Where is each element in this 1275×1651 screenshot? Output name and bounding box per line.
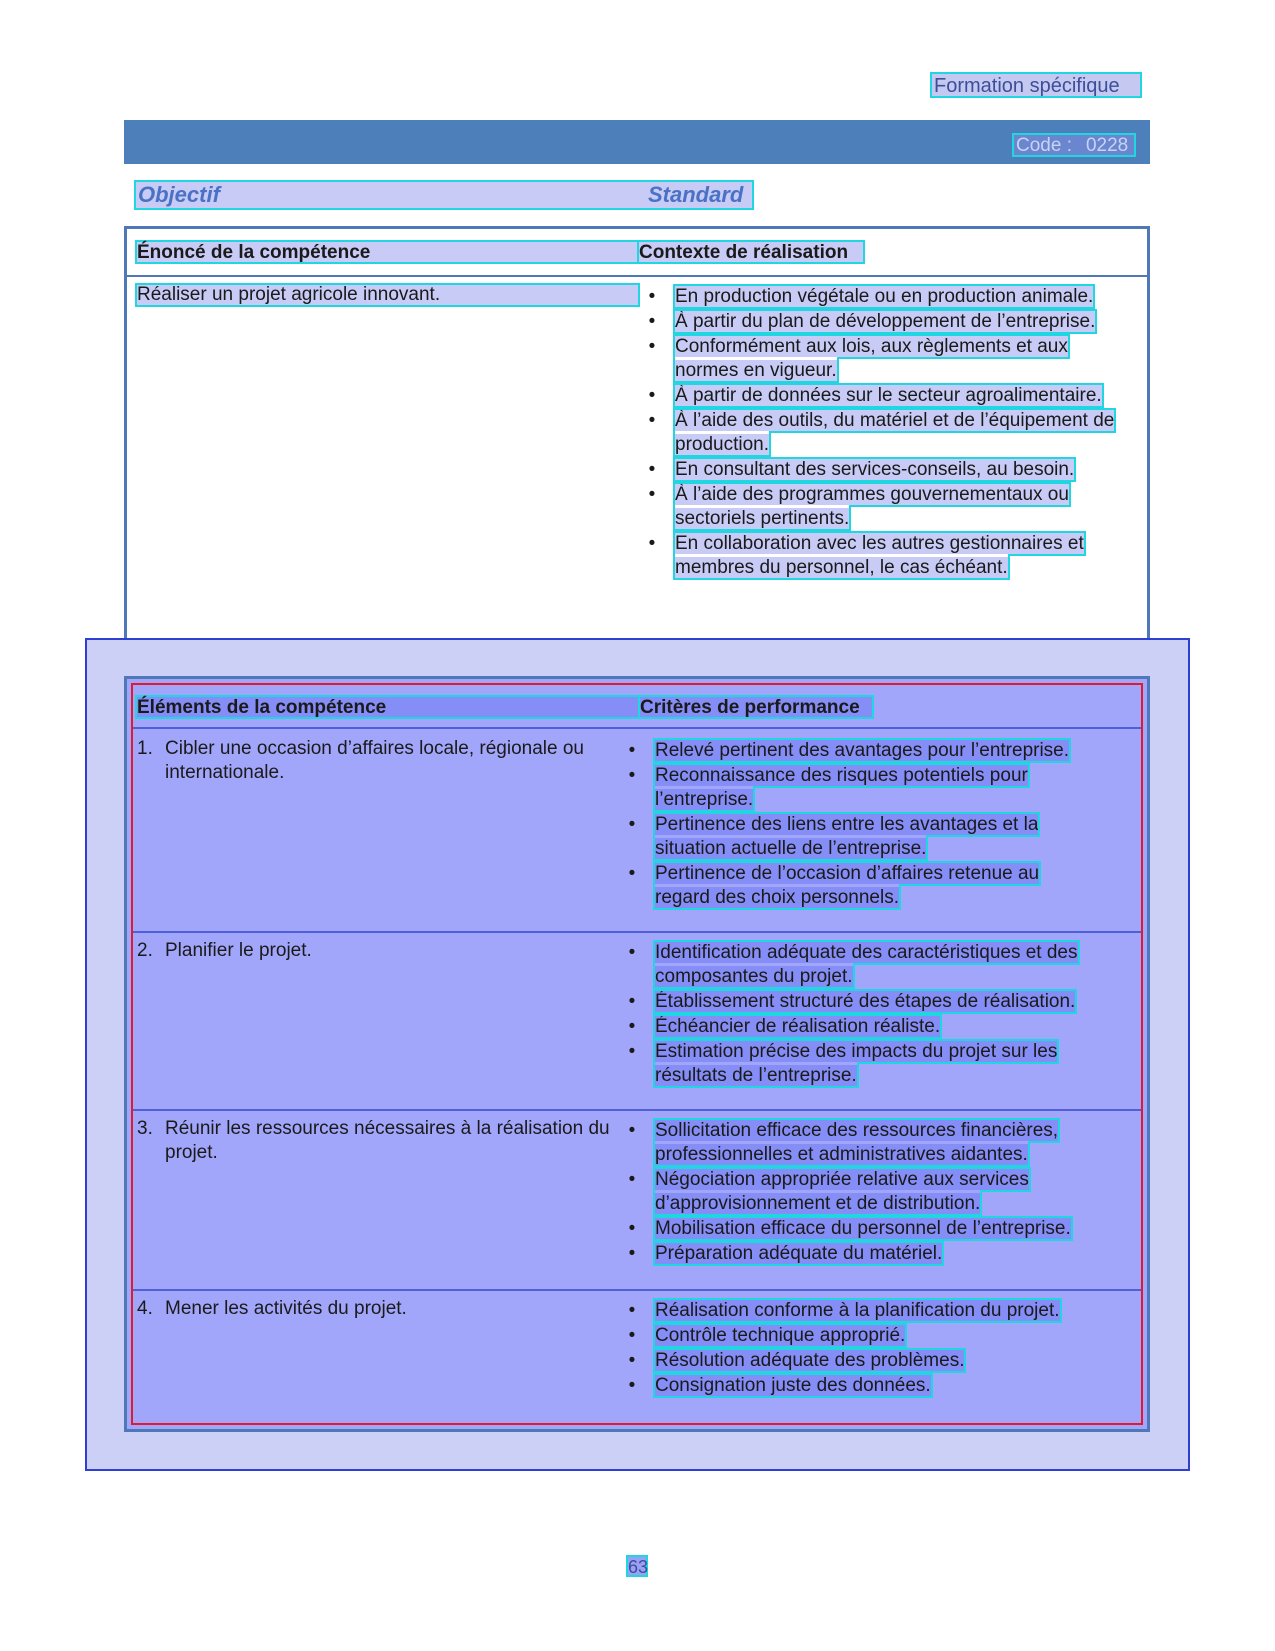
bullet-icon: • (628, 814, 636, 835)
list-item (645, 310, 1125, 334)
contexte-list (645, 285, 1125, 581)
bullet-icon: • (648, 336, 656, 357)
list-item-text: Sollicitation efficace des ressources financières, professionnelles et administratives aidantes. (655, 1120, 1059, 1165)
list-item-text: À partir du plan de développement de l’entreprise. (675, 311, 1096, 332)
list-item (625, 1015, 1095, 1039)
element-row-2 (137, 939, 637, 963)
bullet-icon: • (628, 1350, 636, 1371)
list-item (625, 1349, 1095, 1373)
criteres-list-4 (625, 1299, 1095, 1399)
bullet-icon: • (628, 942, 636, 963)
bullet-icon: • (628, 1016, 636, 1037)
list-item (625, 1242, 1095, 1266)
element-row-1 (137, 737, 637, 785)
row-divider (133, 1289, 1141, 1291)
formation-label: Formation spécifique (930, 72, 1142, 98)
list-item-text: Contrôle technique approprié. (655, 1325, 906, 1346)
bullet-icon: • (648, 459, 656, 480)
list-item-text: En collaboration avec les autres gestionnaires et membres du personnel, le cas échéant. (675, 533, 1084, 578)
list-item (645, 458, 1125, 482)
bullet-icon: • (628, 1169, 636, 1190)
section-titles (134, 180, 754, 210)
element-text: Planifier le projet. (165, 940, 312, 961)
criteres-header: Critères de performance (638, 695, 874, 719)
element-text: Réunir les ressources nécessaires à la réalisation du projet. (165, 1118, 610, 1163)
competence-statement: Réaliser un projet agricole innovant. (135, 283, 640, 307)
bullet-icon: • (628, 1243, 636, 1264)
list-item-text: À l’aide des programmes gouvernementaux ou sectoriels pertinents. (675, 484, 1069, 529)
element-row-3 (137, 1117, 637, 1165)
list-item (625, 764, 1095, 812)
bullet-icon: • (628, 1375, 636, 1396)
bullet-icon: • (628, 1041, 636, 1062)
row-divider (133, 1109, 1141, 1111)
elements-table-frame (131, 683, 1143, 1425)
list-item-text: Consignation juste des données. (655, 1375, 931, 1396)
bullet-icon: • (628, 991, 636, 1012)
bullet-icon: • (628, 1120, 636, 1141)
list-item (625, 1119, 1095, 1167)
list-item (625, 1168, 1095, 1216)
list-item-text: En consultant des services-conseils, au besoin. (675, 459, 1075, 480)
bullet-icon: • (648, 410, 656, 431)
list-item (645, 483, 1125, 531)
element-row-4 (137, 1297, 637, 1321)
page-number: 63 (628, 1557, 649, 1577)
code-value: 0228 (1085, 135, 1129, 156)
bullet-icon: • (648, 484, 656, 505)
bullet-icon: • (648, 286, 656, 307)
criteres-list-3 (625, 1119, 1095, 1267)
list-item-text: Estimation précise des impacts du projet sur les résultats de l’entreprise. (655, 1041, 1058, 1086)
list-item-text: Résolution adéquate des problèmes. (655, 1350, 965, 1371)
row-divider (133, 727, 1141, 729)
list-item-text: Établissement structuré des étapes de réalisation. (655, 991, 1076, 1012)
element-number: 1. (137, 738, 153, 759)
list-item (625, 813, 1095, 861)
list-item-text: Relevé pertinent des avantages pour l’entreprise. (655, 740, 1070, 761)
list-item-text: À partir de données sur le secteur agroalimentaire. (675, 385, 1102, 406)
list-item-text: Échéancier de réalisation réaliste. (655, 1016, 941, 1037)
bullet-icon: • (648, 533, 656, 554)
bullet-icon: • (628, 863, 636, 884)
criteres-list-2 (625, 941, 1095, 1089)
list-item (625, 862, 1095, 910)
list-item (645, 335, 1125, 383)
list-item (625, 739, 1095, 763)
element-number: 2. (137, 940, 153, 961)
list-item-text: En production végétale ou en production animale. (675, 286, 1094, 307)
bullet-icon: • (648, 311, 656, 332)
list-item (625, 990, 1095, 1014)
competence-table-header (127, 229, 1147, 277)
list-item (645, 409, 1125, 457)
list-item-text: Conformément aux lois, aux règlements et aux normes en vigueur. (675, 336, 1068, 381)
elements-header: Éléments de la compétence (135, 695, 643, 719)
list-item-text: Préparation adéquate du matériel. (655, 1243, 943, 1264)
list-item-text: Pertinence de l’occasion d’affaires retenue au regard des choix personnels. (655, 863, 1040, 908)
competence-table (124, 226, 1150, 662)
bullet-icon: • (628, 1325, 636, 1346)
bullet-icon: • (628, 1218, 636, 1239)
contexte-header: Contexte de réalisation (637, 240, 865, 264)
code-label-text: Code : (1016, 135, 1072, 156)
list-item (645, 384, 1125, 408)
list-item-text: À l’aide des outils, du matériel et de l’équipement de production. (675, 410, 1115, 455)
list-item-text: Réalisation conforme à la planification du projet. (655, 1300, 1060, 1321)
list-item-text: Pertinence des liens entre les avantages et la situation actuelle de l’entreprise. (655, 814, 1039, 859)
element-text: Cibler une occasion d’affaires locale, régionale ou internationale. (165, 738, 584, 783)
list-item (625, 1324, 1095, 1348)
bullet-icon: • (648, 385, 656, 406)
row-divider (133, 931, 1141, 933)
list-item (625, 1374, 1095, 1398)
list-item-text: Identification adéquate des caractéristiques et des composantes du projet. (655, 942, 1078, 987)
list-item-text: Mobilisation efficace du personnel de l’entreprise. (655, 1218, 1071, 1239)
list-item (625, 941, 1095, 989)
standard-title: Standard (648, 182, 744, 207)
criteres-list-1 (625, 739, 1095, 911)
element-number: 4. (137, 1298, 153, 1319)
code-label (1012, 133, 1136, 157)
list-item (645, 532, 1125, 580)
list-item (625, 1040, 1095, 1088)
list-item (645, 285, 1125, 309)
enonce-header: Énoncé de la compétence (135, 240, 640, 264)
bullet-icon: • (628, 740, 636, 761)
element-text: Mener les activités du projet. (165, 1298, 407, 1319)
list-item (625, 1217, 1095, 1241)
list-item-text: Négociation appropriée relative aux services d’approvisionnement et de distribution. (655, 1169, 1029, 1214)
elements-table (124, 676, 1150, 1432)
element-number: 3. (137, 1118, 153, 1139)
bullet-icon: • (628, 1300, 636, 1321)
list-item (625, 1299, 1095, 1323)
objectif-title: Objectif (138, 182, 220, 207)
list-item-text: Reconnaissance des risques potentiels pour l’entreprise. (655, 765, 1028, 810)
bullet-icon: • (628, 765, 636, 786)
header-bar (124, 120, 1150, 164)
